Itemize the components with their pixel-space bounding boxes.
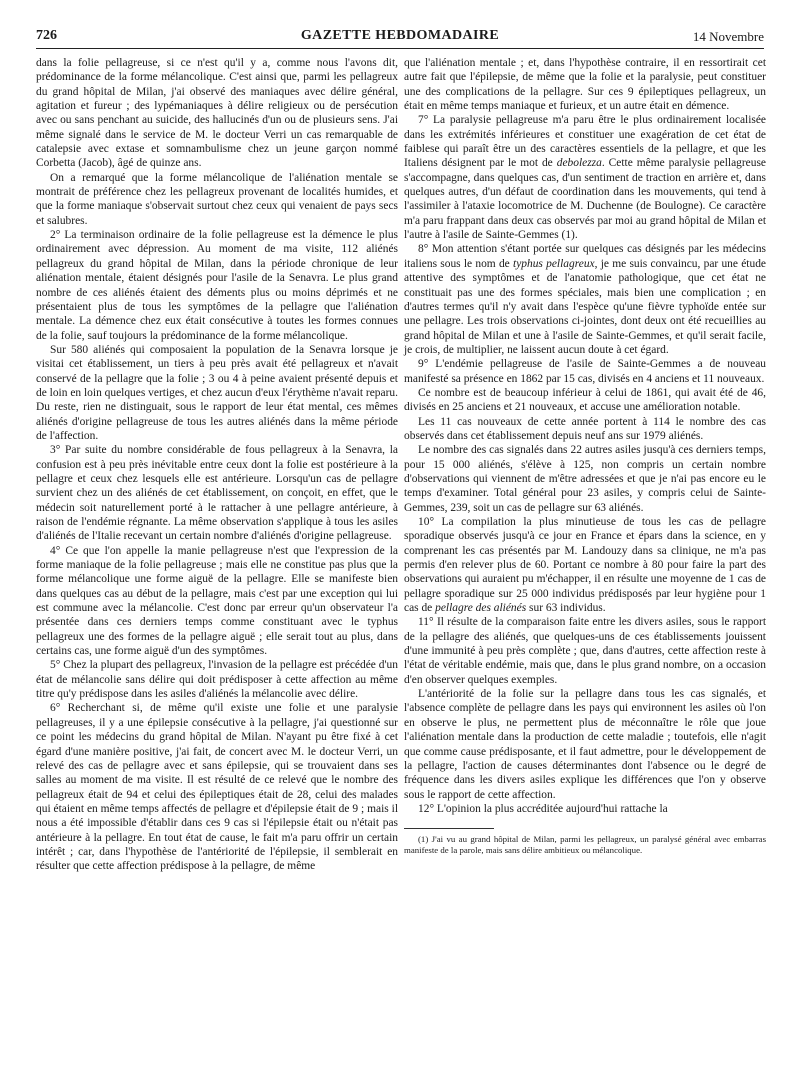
- paragraph: L'antériorité de la folie sur la pellagre dans tous les cas signalés, et l'absence complète de pellagre dans les pays qui environnent les asiles où l'on en observe le plus, ne permettent plus de méconnaître le rôle que joue l'aliénation mentale dans la production de cette maladie ; toutefois, elle n'agit que comme cause prédisposante, et il faut admettre, pour le développement de la pellagre, l'action de causes déterminantes dont l'absence ou le degré de fréquence dans les divers asiles explique les différences que l'on y observe sous le rapport de cette affection.: [404, 688, 766, 801]
- italic-term: typhus pellagreux: [513, 257, 595, 270]
- paragraph: 6° Recherchant si, de même qu'il existe une folie et une paralysie pellagreuses, il y a une épilepsie consécutive à la pellagre, j'ai questionné sur ce point les médecins du grand hôpital de Milan. N'ayant pu être fixé à cet égard d'une manière positive, j'ai fait, de concert avec M. le docteur Verri, un relevé des cas de pellagre avec et sans épilepsie, qui se trouvaient dans ses salles au moment de ma visite. Il est résulté de ce relevé que le nombre des pellagreux était de 94 et celui des épileptiques était de 28, celui des malades qui étaient en même temps affectés de pellagre et d'épilepsie était de 9 ; mais il nous a été impossible d'établir dans ces 9 cas si l'épilepsie était ou n'était pas antérieure à la pellagre. En tout état de cause, le fait m'a paru offrir un certain intérêt ; car, dans l'hypothèse de l'antériorité de l'épilepsie, il semblerait en résulter que cette affection prédispose à la pellagre, de même: [36, 702, 398, 873]
- paragraph: 9° L'endémie pellagreuse de l'asile de Sainte-Gemmes a de nouveau manifesté sa présence en 1862 par 15 cas, divisés en 4 anciens et 11 nouveaux.: [404, 358, 766, 385]
- left-column: [36, 56, 398, 874]
- paragraph: 3° Par suite du nombre considérable de fous pellagreux à la Senavra, la confusion est à peu près inévitable entre ceux dont la folie est postérieure à la pellagre et ceux chez lesquels elle est antérieure. Lorsqu'un cas de pellagre survient chez un des aliénés de cet établissement, on conçoit, en effet, que le médecin soit naturellement porté à le rattacher à une pellagre antérieure, à raison de l'endémie régnante. La même observation s'applique à tous les asiles d'aliénés de l'Italie recevant un certain nombre d'aliénés d'origine pellagreuse.: [36, 444, 398, 543]
- text-run: sur 63 individus.: [526, 602, 606, 615]
- text-run: 7° La paralysie pellagreuse m'a paru être le plus ordinairement localisée dans les extrémités inférieures et constituer une exagération de cet état de faiblese qui paraît être un des caractères essentiels de la pellagre, et que les Italiens désignent par le mot de: [404, 114, 766, 170]
- issue-date: 14 Novembre: [692, 29, 764, 44]
- paragraph: 12° L'opinion la plus accréditée aujourd'hui rattache la: [418, 802, 668, 815]
- paragraph: [404, 113, 766, 242]
- paragraph: que l'aliénation mentale ; et, dans l'hypothèse contraire, il en ressortirait cet autre fait que l'épilepsie, de même que la folie et la paralysie, peut constituer une des complications de la pellagre. Sur ces 9 épileptiques pellagreux, un était en même temps maniaque et furieux, et un autre était en démence.: [404, 57, 766, 113]
- paragraph: On a remarqué que la forme mélancolique de l'aliénation mentale se montrait de préférence chez les pellagreux provenant de localités humides, et que la forme maniaque s'observait surtout chez ceux qui venaient de pays secs et salubres.: [36, 171, 398, 227]
- paragraph: dans la folie pellagreuse, si ce n'est qu'il y a, comme nous l'avons dit, prédominance de la forme mélancolique. C'est ainsi que, parmi les pellagreux du grand hôpital de Milan, j'ai observé des maniaques avec délire général, agitation et fureur ; des lypémaniaques à délire religieux ou de persécution avec ou sans penchant au suicide, des hallucinés d'un ou de plusieurs sens. J'ai même signalé dans le service de M. le docteur Verri un cas remarquable de catalepsie avec extase et somnambulisme chez un jeune garçon nommé Corbetta (Jacob), âgé de quinze ans.: [36, 57, 398, 170]
- paragraph: [404, 242, 766, 357]
- italic-term: pellagre des aliénés: [435, 602, 527, 615]
- text-run: 10° La compilation la plus minutieuse de tous les cas de pellagre sporadique observés jusqu'à ce jour en France et épars dans la science, en y comprenant les cas présentés par M. Landouzy dans sa clinique, ne m'a pas permis d'en relever plus de 60. Portant ce nombre à 80 pour faire la part des observations qui auraient pu m'échapper, il en résulte une moyenne de 1 cas de pellagre sporadique sur 25 000 individus prédisposés par leur hygiène pour 1 cas de: [404, 516, 766, 615]
- page-header: [36, 22, 764, 49]
- right-column: [404, 56, 766, 856]
- paragraph: 11° Il résulte de la comparaison faite entre les divers asiles, sous le rapport de la pellagre des aliénés, que quelques-uns de ces établissements jouissent d'une immunité à peu près complète ; que, dans d'autres, cette affection reste à l'état de véritable endémie, mais que, dans le plus grand nombre, on a occasion d'en observer quelques exemples.: [404, 616, 766, 686]
- footnote-rule: [404, 828, 494, 829]
- paragraph: Ce nombre est de beaucoup inférieur à celui de 1861, qui avait été de 46, divisés en 25 anciens et 21 nouveaux, et accuse une amélioration notable.: [404, 386, 766, 414]
- paragraph: 2° La terminaison ordinaire de la folie pellagreuse est la démence le plus ordinairement avec dépression. Au moment de ma visite, 112 aliénés pellagreux du grand hôpital de Milan, dans la période chronique de leur aliénation mentale, étaient désignés pour l'asile de la Senavra. Le plus grand nombre de ces aliénés étaient des déments plus ou moins déprimés et ne présentaient plus de tous les symptômes de la pellagre que l'aliénation mentale. La démence chez eux était consécutive à toutes les formes connues de la folie, sauf toujours la prédominance de la forme mélancolique.: [36, 229, 398, 342]
- text-run: , je me suis convaincu, par une étude attentive des symptômes et de l'anatomie pathologique, que cet état ne constituait pas une des formes spéciales, mais bien une complication ; en d'autres termes qu'il n'y avait dans l'espèce qu'une fièvre typhoïde entée sur une pellagre. Les trois observations ci-jointes, dont deux ont été recueillies au grand hôpital de Milan et une à l'asile de Sainte-Gemmes, et qu'il serait facile, je crois, de multiplier, ne laissent aucun doute à cet égard.: [404, 257, 766, 356]
- paragraph: Sur 580 aliénés qui composaient la population de la Senavra lorsque je visitai cet établissement, un tiers à peu près avait été pellagreux et n'avait conservé de la pellagre que la folie ; 3 ou 4 à peine avaient présenté depuis et de loin en loin quelques vertiges, et chez aucun d'eux l'érythème n'avait reparu. Du reste, rien ne distinguait, sous le rapport de leur état mental, ces mêmes aliénés d'origine pellagreuse de tous les autres aliénés dans la même période de l'affection.: [36, 343, 398, 442]
- paragraph: 4° Ce que l'on appelle la manie pellagreuse n'est que l'expression de la forme maniaque de la folie pellagreuse ; mais elle ne constitue pas plus que la forme mélancolique une forme aiguë de la pellagre. Elle se manifeste bien dans quelques cas au début de la pellagre, mais c'est par une exception qui lui est commune avec la mélancolie. C'est donc par erreur qu'un observateur l'a présentée dans ces derniers temps comme constituant avec le typhus pellagreux une des formes de la pellagre aiguë ; elle serait tout au plus, dans certains cas, une forme aiguë d'un des symptômes.: [36, 544, 398, 658]
- paragraph: [404, 515, 766, 615]
- italic-term: debolezza: [556, 157, 602, 170]
- text-run: . Cette même paralysie pellagreuse s'accompagne, dans quelques cas, d'un sentiment de traction en arrière et, dans quelques autres, d'un défaut de coordination dans les mouvements, qui tend à l'assimiler à l'ataxie locomotrice de M. Duchenne (de Boulogne). Ce caractère m'a paru frappant dans deux cas observés par moi au grand hôpital de Milan et l'autre à l'asile de Sainte-Gemmes (1).: [404, 157, 766, 242]
- page-number: 726: [36, 28, 57, 43]
- text-run: 8° Mon attention s'étant portée sur quelques cas désignés par les médecins italiens sous le nom de: [404, 243, 766, 270]
- paragraph: Les 11 cas nouveaux de cette année portent à 114 le nombre des cas observés dans cet établissement depuis neuf ans sur 1979 aliénés.: [404, 415, 766, 442]
- paragraph: Le nombre des cas signalés dans 22 autres asiles jusqu'à ces derniers temps, pour 15 000 aliénés, s'élève à 125, non compris un certain nombre d'observations qui viennent de m'être adressées et que je n'ai pas encore eu le temps d'examiner. Total général pour 23 asiles, y compris celui de Sainte-Gemmes, 239, soit un cas de pellagre sur 63 aliénés.: [404, 444, 766, 514]
- footnote: (1) J'ai vu au grand hôpital de Milan, parmi les pellagreux, un paralysé général avec embarras manifeste de la parole, mais sans délire ambitieux ou mélancolique.: [404, 834, 766, 856]
- paragraph: 5° Chez la plupart des pellagreux, l'invasion de la pellagre est précédée d'un état de mélancolie sans délire qui doit prédisposer à cette affection au même titre qu'y prédispose dans les asiles d'aliénés la mélancolie avec délire.: [36, 659, 398, 701]
- journal-title: GAZETTE HEBDOMADAIRE: [300, 28, 500, 43]
